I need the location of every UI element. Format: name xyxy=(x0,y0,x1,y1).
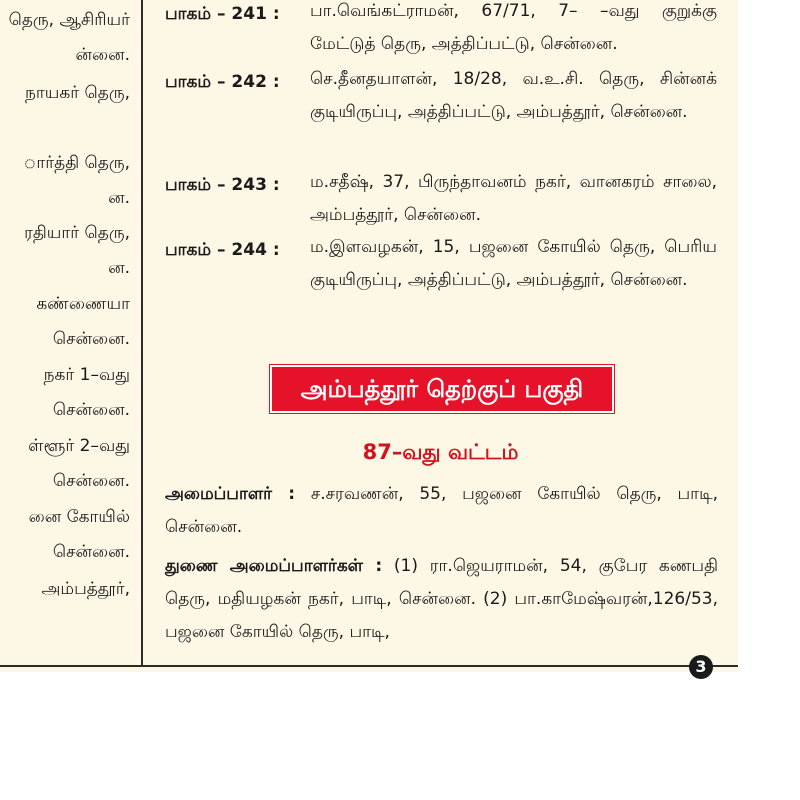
organizer-paragraph xyxy=(165,478,718,544)
deputy-organizers-text: (1) ரா.ஜெயராமன், 54, குபேர கணபதி தெரு, மதியழகன் நகர், பாடி, சென்னை. (2) பா.காமேஷ்வரன்,126/53, பஜனை கோயில் தெரு, பாடி, xyxy=(165,556,718,642)
left-column-line: னை கோயில் xyxy=(28,507,130,527)
entry-label: பாகம் – 242 : xyxy=(165,72,280,92)
entry-address: செ.தீனதயாளன், 18/28, வ.உ.சி. தெரு, சின்னக் குடியிருப்பு, அத்திப்பட்டு, அம்பத்தூர், சென்னை. xyxy=(310,69,717,122)
left-column xyxy=(0,0,140,665)
left-column-line: ன. xyxy=(108,258,130,278)
entry-address: ம.சதீஷ், 37, பிருந்தாவனம் நகர், வானகரம் சாலை, அம்பத்தூர், சென்னை. xyxy=(310,172,717,225)
left-column-line: ரதியார் தெரு, xyxy=(24,223,130,243)
left-column-line: ன்னை. xyxy=(75,45,130,65)
left-column-line: ள்ளூர் 2–வது xyxy=(28,436,130,456)
deputy-organizers-paragraph xyxy=(165,550,718,649)
left-column-line: கண்ணையா xyxy=(36,294,130,314)
left-column-line: ார்த்தி தெரு, xyxy=(23,153,130,173)
entry-label: பாகம் – 243 : xyxy=(165,175,280,195)
entry-address: பா.வெங்கட்ராமன், 67/71, 7– –வது குறுக்கு மேட்டுத் தெரு, அத்திப்பட்டு, சென்னை. xyxy=(310,1,717,54)
deputy-organizers-label: துணை அமைப்பாளர்கள் : xyxy=(165,556,383,576)
organizer-text: ச.சரவணன், 55, பஜனை கோயில் தெரு, பாடி, சென்னை. xyxy=(165,484,719,537)
left-column-line: சென்னை. xyxy=(52,471,130,491)
page-number-badge: 3 xyxy=(689,655,713,679)
section-title-banner: அம்பத்தூர் தெற்குப் பகுதி xyxy=(272,367,612,411)
entry-label: பாகம் – 244 : xyxy=(165,240,280,260)
bottom-rule xyxy=(0,665,738,667)
column-divider xyxy=(141,0,143,666)
left-column-line: ன. xyxy=(108,188,130,208)
entry-address: ம.இளவழகன், 15, பஜனை கோயில் தெரு, பெரிய குடியிருப்பு, அத்திப்பட்டு, அம்பத்தூர், சென்னை. xyxy=(310,237,717,290)
left-column-line: நாயகர் தெரு, xyxy=(25,83,130,103)
left-column-line: நகர் 1–வது xyxy=(43,365,130,385)
ward-title: 87–வது வட்டம் xyxy=(362,440,519,464)
left-column-line: தெரு, ஆசிரியர் xyxy=(8,10,130,30)
organizer-label: அமைப்பாளர் : xyxy=(165,484,296,504)
left-column-line: சென்னை. xyxy=(52,542,130,562)
left-column-line: சென்னை. xyxy=(52,400,130,420)
entry-label: பாகம் – 241 : xyxy=(165,4,280,24)
left-column-line: சென்னை. xyxy=(52,329,130,349)
left-column-line: அம்பத்தூர், xyxy=(41,579,130,599)
